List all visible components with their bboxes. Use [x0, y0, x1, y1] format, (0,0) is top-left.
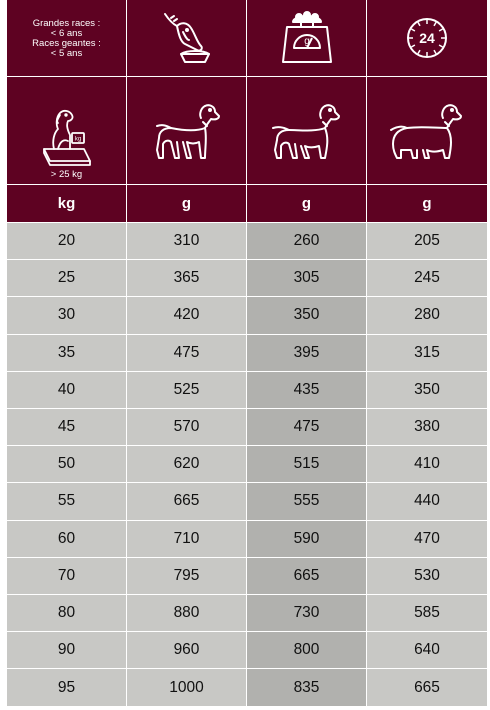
header-row-icons — [7, 0, 487, 77]
ration-cell: 470 — [367, 521, 487, 558]
unit-label: g — [127, 185, 247, 223]
table-row — [7, 521, 487, 558]
weight-cell: 40 — [7, 372, 127, 409]
ration-cell: 435 — [247, 372, 367, 409]
ration-cell: 800 — [247, 632, 367, 669]
ration-cell: 410 — [367, 446, 487, 483]
weight-cell: 95 — [7, 669, 127, 706]
ration-cell: 640 — [367, 632, 487, 669]
ration-cell: 585 — [367, 595, 487, 632]
ration-cell: 365 — [127, 260, 247, 297]
ration-cell: 880 — [127, 595, 247, 632]
ration-cell: 245 — [367, 260, 487, 297]
weight-cell: 25 — [7, 260, 127, 297]
ration-cell: 205 — [367, 223, 487, 260]
normal-dog-icon — [247, 77, 367, 185]
ration-cell: 315 — [367, 335, 487, 372]
kitchen-scale-icon — [247, 0, 367, 76]
ration-cell: 665 — [127, 483, 247, 520]
ration-cell: 555 — [247, 483, 367, 520]
ration-cell: 1000 — [127, 669, 247, 706]
ration-cell: 380 — [367, 409, 487, 446]
weight-cell: 60 — [7, 521, 127, 558]
condition-line: < 6 ans — [50, 28, 83, 39]
ration-cell: 440 — [367, 483, 487, 520]
heavy-dog-icon — [367, 77, 487, 185]
ration-cell: 710 — [127, 521, 247, 558]
feeding-table — [7, 0, 487, 706]
ration-cell: 525 — [127, 372, 247, 409]
ration-cell: 590 — [247, 521, 367, 558]
weight-cell: 50 — [7, 446, 127, 483]
dog-eating-icon — [127, 0, 247, 76]
ration-cell: 280 — [367, 297, 487, 334]
header-row-units — [7, 185, 487, 223]
table-row — [7, 223, 487, 260]
table-row — [7, 260, 487, 297]
weight-cell: 45 — [7, 409, 127, 446]
svg-text:kg: kg — [74, 136, 81, 143]
table-row — [7, 297, 487, 334]
weight-cell: 90 — [7, 632, 127, 669]
ration-cell: 795 — [127, 558, 247, 595]
table-row — [7, 558, 487, 595]
table-row — [7, 372, 487, 409]
weight-cell: 55 — [7, 483, 127, 520]
table-row — [7, 446, 487, 483]
condition-line: Grandes races : — [32, 18, 101, 29]
ration-cell: 665 — [247, 558, 367, 595]
table-body — [7, 223, 487, 706]
clock-24-icon — [367, 0, 487, 76]
ration-cell: 665 — [367, 669, 487, 706]
unit-label: kg — [7, 185, 127, 223]
ration-cell: 730 — [247, 595, 367, 632]
table-row — [7, 409, 487, 446]
weight-cell: 70 — [7, 558, 127, 595]
weight-cell: 30 — [7, 297, 127, 334]
weight-cell: 35 — [7, 335, 127, 372]
ration-cell: 260 — [247, 223, 367, 260]
scale-unit-label: g — [303, 36, 310, 47]
table-row — [7, 595, 487, 632]
ration-cell: 420 — [127, 297, 247, 334]
ration-cell: 530 — [367, 558, 487, 595]
ration-cell: 960 — [127, 632, 247, 669]
header-row-dogs — [7, 77, 487, 185]
ration-cell: 515 — [247, 446, 367, 483]
ration-cell: 350 — [367, 372, 487, 409]
ration-cell: 475 — [127, 335, 247, 372]
condition-line: < 5 ans — [50, 48, 83, 59]
age-condition-note — [7, 0, 127, 76]
ration-cell: 310 — [127, 223, 247, 260]
ration-cell: 835 — [247, 669, 367, 706]
weight-cell: 20 — [7, 223, 127, 260]
clock-label: 24 — [419, 30, 435, 46]
ration-cell: 570 — [127, 409, 247, 446]
table-row — [7, 669, 487, 706]
table-row — [7, 483, 487, 520]
table-row — [7, 335, 487, 372]
ration-cell: 350 — [247, 297, 367, 334]
weight-cell: 80 — [7, 595, 127, 632]
dog-on-scale-cell — [7, 77, 127, 185]
unit-label: g — [367, 185, 487, 223]
unit-label: g — [247, 185, 367, 223]
weight-threshold-label: > 25 kg — [50, 169, 83, 180]
table-row — [7, 632, 487, 669]
ration-cell: 395 — [247, 335, 367, 372]
ration-cell: 475 — [247, 409, 367, 446]
thin-dog-icon — [127, 77, 247, 185]
dog-on-scale-icon — [40, 105, 94, 167]
condition-line: Races geantes : — [32, 38, 101, 49]
ration-cell: 620 — [127, 446, 247, 483]
ration-cell: 305 — [247, 260, 367, 297]
